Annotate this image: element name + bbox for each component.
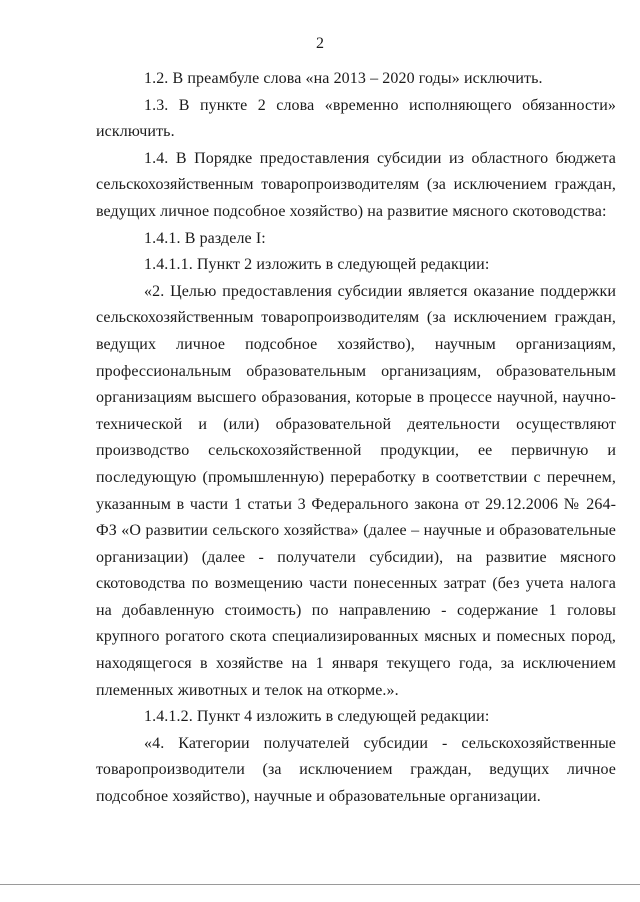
paragraph-point-2-text: «2. Целью предоставления субсидии является оказание поддержки сельскохозяйственным товаропроизводителям (за исключением граждан, ведущих личное подсобное хозяйство), научным организациям, профессиональным образовательным организациям, образовательным организациям высшего образования, которые в процессе научной, научно-технической и (или) образовательной деятельности осуществляют производство сельскохозяйственной продукции, ее первичную и последующую (промышленную) переработку в соответствии с перечнем, указанным в части 1 статьи 3 Федерального закона от 29.12.2006 № 264-ФЗ «О развитии сельского хозяйства» (далее – научные и образовательные организации) (далее - получатели субсидии), на развитие мясного скотоводства по возмещению части понесенных затрат (без учета налога на добавленную стоимость) по направлению - содержание 1 головы крупного рогатого скота специализированных мясных и помесных пород, находящегося в хозяйстве на 1 января текущего года, за исключением племенных животных и телок на откорме.». <box>96 282 616 699</box>
document-body <box>96 66 616 811</box>
page-number: 2 <box>316 35 324 52</box>
paragraph-point-4-text: «4. Категории получателей субсидии - сельскохозяйственные товаропроизводители (за исключением граждан, ведущих личное подсобное хозяйство), научные и образовательные организации. <box>96 734 616 806</box>
paragraph-1-4-1-2: 1.4.1.2. Пункт 4 изложить в следующей редакции: <box>144 708 490 726</box>
paragraph-1-4-1-1: 1.4.1.1. Пункт 2 изложить в следующей редакции: <box>144 256 490 274</box>
paragraph-1-2: 1.2. В преамбуле слова «на 2013 – 2020 годы» исключить. <box>144 70 543 87</box>
paragraph-1-4-1: 1.4.1. В разделе I: <box>144 229 266 247</box>
paragraph-1-4: 1.4. В Порядке предоставления субсидии из областного бюджета сельскохозяйственным товаропроизводителям (за исключением граждан, ведущих личное подсобное хозяйство) на развитие мясного скотоводства: <box>96 149 616 220</box>
paragraph-1-3: 1.3. В пункте 2 слова «временно исполняющего обязанности» исключить. <box>96 96 616 141</box>
page-bottom-rule <box>0 884 640 885</box>
